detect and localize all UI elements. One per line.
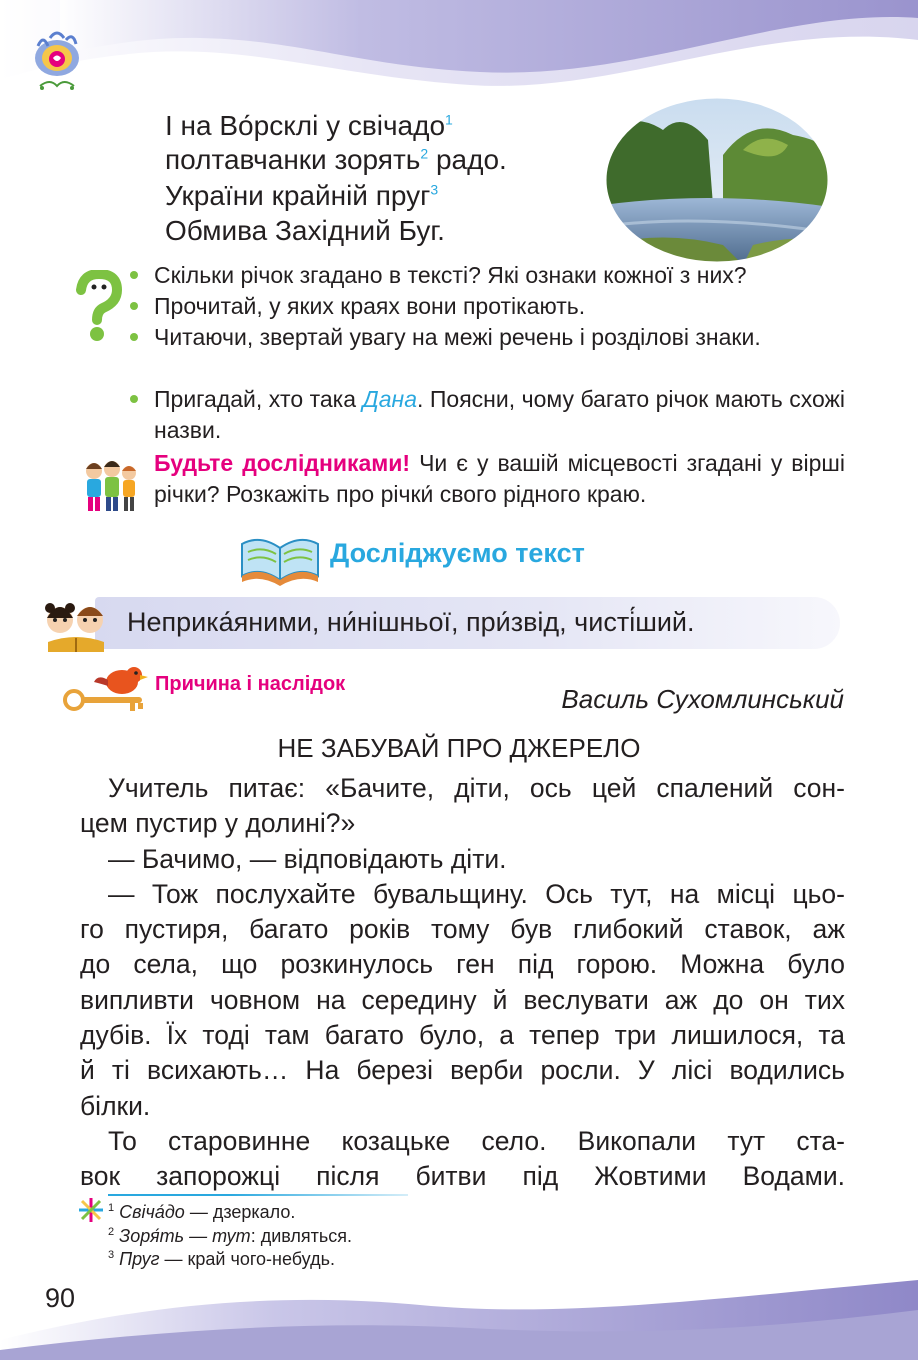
- story-line: білки.: [80, 1090, 151, 1121]
- story-line: — Бачимо, — відповідають діти.: [108, 843, 507, 874]
- poem-line-1: І на Во́рсклі у свічадо$^1$: [165, 110, 453, 141]
- footnote-marker: 2: [420, 145, 429, 162]
- flower-ornament-icon: [28, 28, 86, 96]
- bullet: [130, 395, 138, 403]
- poem-line-4: Обмива Західний Буг.: [165, 215, 445, 246]
- bullet: [130, 333, 138, 341]
- story-line: цем пустир у долині?»: [80, 808, 356, 839]
- footnote-marker: 1: [445, 111, 453, 128]
- story-title: НЕ ЗАБУВАЙ ПРО ДЖЕРЕЛО: [277, 733, 641, 763]
- footnote-3: $^3$ Пруг — край чого-небудь.: [108, 1249, 335, 1269]
- section-title: Досліджуємо текст: [330, 538, 585, 568]
- question-mark-mascot-icon: [73, 270, 123, 342]
- cause-effect-label: Причина і наслідок: [155, 673, 346, 695]
- footer-wave-decoration: [0, 1270, 918, 1360]
- question-item-4: Пригадай, хто така Дана. Поясни, чому багато річок мають схожі назви.: [130, 384, 845, 446]
- story-line: Учитель питає: «Бачите, діти, ось цей спалений сон-: [108, 773, 845, 803]
- page-number: 90: [45, 1283, 76, 1313]
- story-author: Василь Сухомлинський: [561, 684, 844, 714]
- research-task: Будьте дослідниками! Чи є у вашій місцевості згадані у вірші річки? Розкажіть про річки́ свого рідного краю.: [154, 450, 845, 507]
- footnote-1: $^1$ Свіча́до — дзеркало.: [108, 1202, 296, 1222]
- river-landscape-image: [603, 95, 831, 265]
- header-wave-decoration: [0, 0, 918, 110]
- stress-words: Неприка́яними, ни́нішньої, при́звід, чисті́ший.: [127, 607, 695, 637]
- story-line: — Тож послухайте бувальщину. Ось тут, на місці цьо-: [108, 878, 845, 909]
- bullet: [130, 302, 138, 310]
- question-item-2: Прочитай, у яких краях вони протікають.: [130, 291, 845, 322]
- poem-line-3: України крайній пруг$^3$: [165, 180, 439, 211]
- story-line: вок запорожці після битви під Жовтими Водами.: [80, 1161, 845, 1192]
- open-book-icon: [238, 530, 322, 586]
- story-text: [80, 771, 845, 1195]
- reading-kids-icon: [42, 598, 110, 654]
- question-item-3: Читаючи, звертай увагу на межі речень і розділові знаки.: [130, 322, 845, 353]
- story-line: То старовинне козацьке село. Викопали тут ста-: [108, 1125, 845, 1156]
- poem-line-2: полтавчанки зорять$^2$ радо.: [165, 144, 507, 175]
- story-line: до села, що розкинулось ген під горою. Можна було: [80, 949, 845, 980]
- footnote-2: $^2$ Зоря́ть — тут: дивляться.: [108, 1226, 353, 1246]
- footnote-marker: 3: [430, 181, 439, 198]
- story-line: й ті всихають… На березі верби росли. У лісі водились: [80, 1055, 845, 1086]
- rainbow-star-icon: [78, 1197, 104, 1223]
- research-title: Будьте дослідниками!: [154, 450, 411, 476]
- story-line: випливти човном на середину й веслувати аж до он тих: [80, 984, 845, 1015]
- story-line: дубів. Їх тоді там багато було, а тепер три лишилося, та: [80, 1020, 845, 1051]
- footnote-divider: [108, 1194, 408, 1196]
- question-item-1: Скільки річок згадано в тексті? Які ознаки кожної з них?: [130, 260, 845, 291]
- key-bird-icon: [60, 660, 160, 715]
- highlight-name: Дана: [362, 386, 417, 412]
- story-line: го пустиря, багато років тому був глибокий ставок, аж: [80, 914, 845, 945]
- bullet: [130, 271, 138, 279]
